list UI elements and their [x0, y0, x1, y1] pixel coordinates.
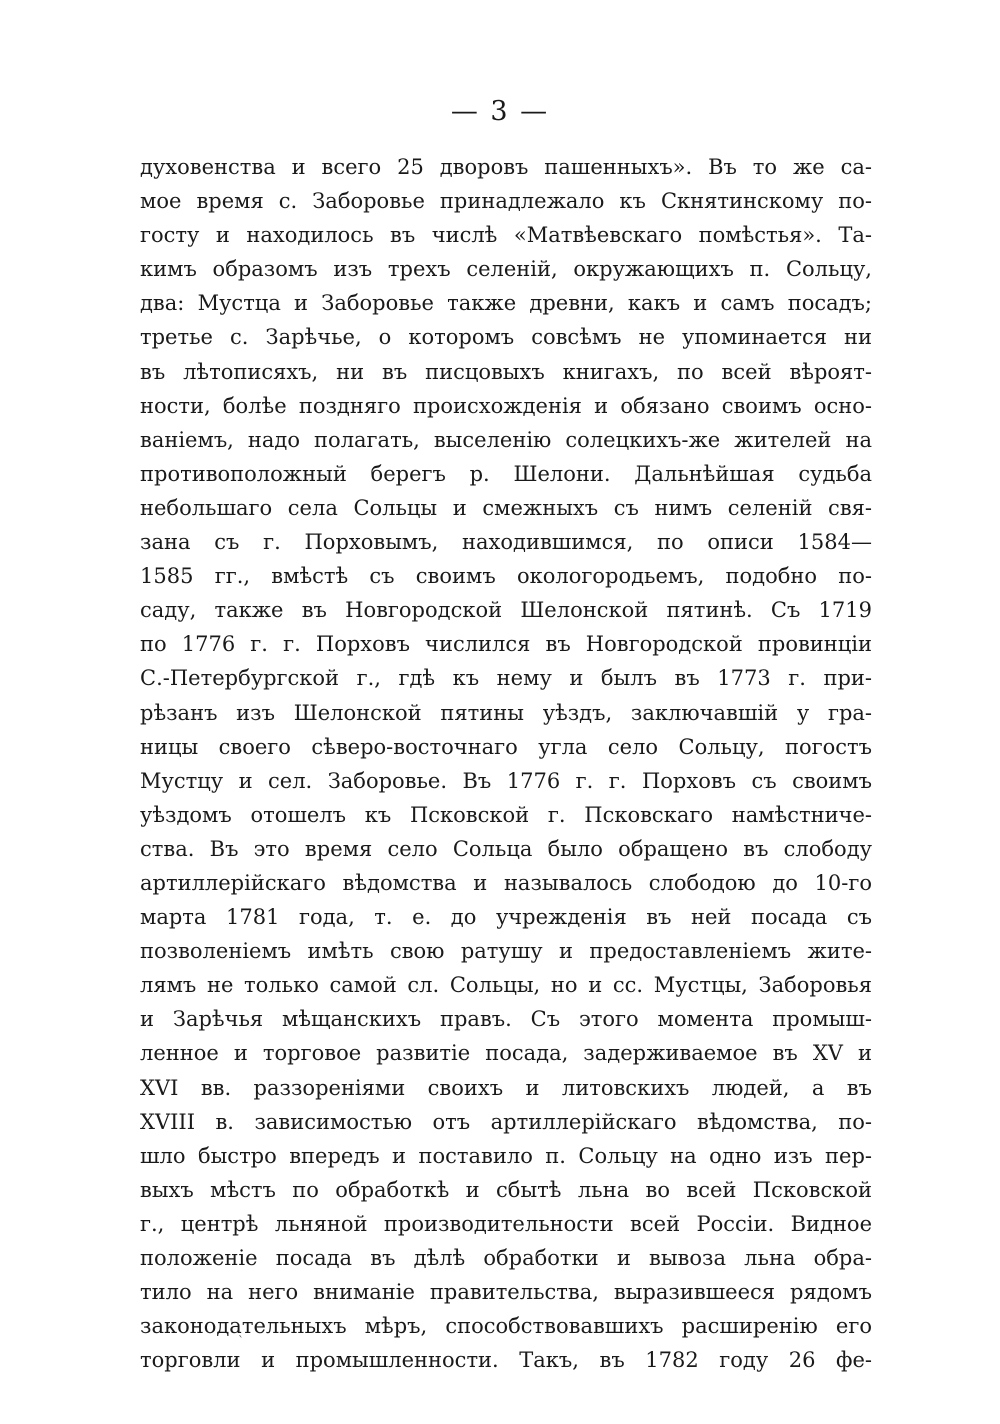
text-line: С.-Петербургской г., гдѣ къ нему и былъ въ 1773 г. при-	[140, 666, 872, 691]
text-line: уѣздомъ отошелъ къ Псковской г. Псковскаго намѣстниче-	[140, 802, 872, 827]
text-line: марта 1781 года, т. е. до учрежденiя въ ней посада съ	[140, 905, 872, 930]
text-line: въ лѣтописяхъ, ни въ писцовыхъ книгахъ, по всей вѣроят-	[140, 359, 872, 384]
page-number: — 3 —	[450, 96, 550, 127]
text-line: духовенства и всего 25 дворовъ пашенныхъ». Въ то же са-	[140, 155, 872, 179]
text-line: ванiемъ, надо полагать, выселенiю солецкихъ-же жителей на	[140, 427, 872, 452]
text-line: законодательныхъ мѣръ, способствовавшихъ расширенiю его	[140, 1314, 872, 1339]
text-line: 1585 гг., вмѣстѣ съ своимъ окологородьемъ, подобно по-	[140, 564, 872, 589]
text-line: артиллерiйскаго вѣдомства и называлось слободою до 10-го	[140, 870, 872, 895]
text-line: зана съ г. Порховымъ, находившимся, по описи 1584—	[140, 530, 872, 555]
text-line: г., центрѣ льняной производительности всей Россiи. Видное	[140, 1211, 872, 1236]
text-line: выхъ мѣстъ по обработкѣ и сбытѣ льна во всей Псковской	[140, 1177, 872, 1202]
text-line: лямъ не только самой сл. Сольцы, но и сс. Мустцы, Заборовья	[140, 973, 872, 998]
text-line: третье с. Зарѣчье, о которомъ совсѣмъ не упоминается ни	[140, 325, 872, 350]
text-line: XVI вв. раззоренiями своихъ и литовскихъ людей, а въ	[140, 1075, 872, 1100]
text-line: небольшаго села Сольцы и смежныхъ съ нимъ селенiй свя-	[140, 495, 872, 520]
text-line: ленное и торговое развитiе посада, задерживаемое въ XV и	[140, 1041, 872, 1066]
text-line: положенiе посада въ дѣлѣ обработки и вывоза льна обра-	[140, 1246, 872, 1270]
text-line: кимъ образомъ изъ трехъ селенiй, окружающихъ п. Сольцу,	[140, 257, 872, 282]
text-line: торговли и промышленности. Такъ, въ 1782 году 26 фе-	[140, 1348, 872, 1373]
text-line: ницы своего сѣверо-восточнаго угла село Сольцу, погостъ	[140, 734, 872, 759]
text-line: по 1776 г. г. Порховъ числился въ Новгородской провинцiи	[140, 632, 872, 657]
text-line: госту и находилось въ числѣ «Матвѣевскаго помѣстья». Та-	[140, 223, 872, 248]
text-line: рѣзанъ изъ Шелонской пятины уѣздъ, заключавшiй у гра-	[140, 700, 872, 725]
text-line: XVIII в. зависимостью отъ артиллерiйскаго вѣдомства, по-	[140, 1109, 872, 1134]
print-speck-mark: ˋ	[238, 1334, 244, 1348]
text-line: ности, болѣе поздняго происхожденiя и обязано своимъ осно-	[140, 393, 872, 418]
text-line: и Зарѣчья мѣщанскихъ правъ. Съ этого момента промыш-	[140, 1007, 872, 1032]
text-line: Мустцу и сел. Заборовье. Въ 1776 г. г. Порховъ съ своимъ	[140, 768, 872, 793]
text-line: мое время с. Заборовье принадлежало къ Скнятинскому по-	[140, 189, 872, 214]
text-line: противоположный берегъ р. Шелони. Дальнѣйшая судьба	[140, 461, 872, 486]
text-line: тило на него вниманiе правительства, выразившееся рядомъ	[140, 1280, 872, 1305]
text-line: шло быстро впередъ и поставило п. Сольцу на одно изъ пер-	[140, 1143, 872, 1168]
body-text	[140, 150, 872, 1377]
text-line: позволенiемъ имѣть свою ратушу и предоставленiемъ жите-	[140, 939, 872, 964]
text-line: два: Мустца и Заборовье также древни, какъ и самъ посадъ;	[140, 291, 872, 316]
text-line: саду, также въ Новгородской Шелонской пятинѣ. Съ 1719	[140, 598, 872, 623]
text-line: ства. Въ это время село Сольца было обращено въ слободу	[140, 836, 872, 861]
